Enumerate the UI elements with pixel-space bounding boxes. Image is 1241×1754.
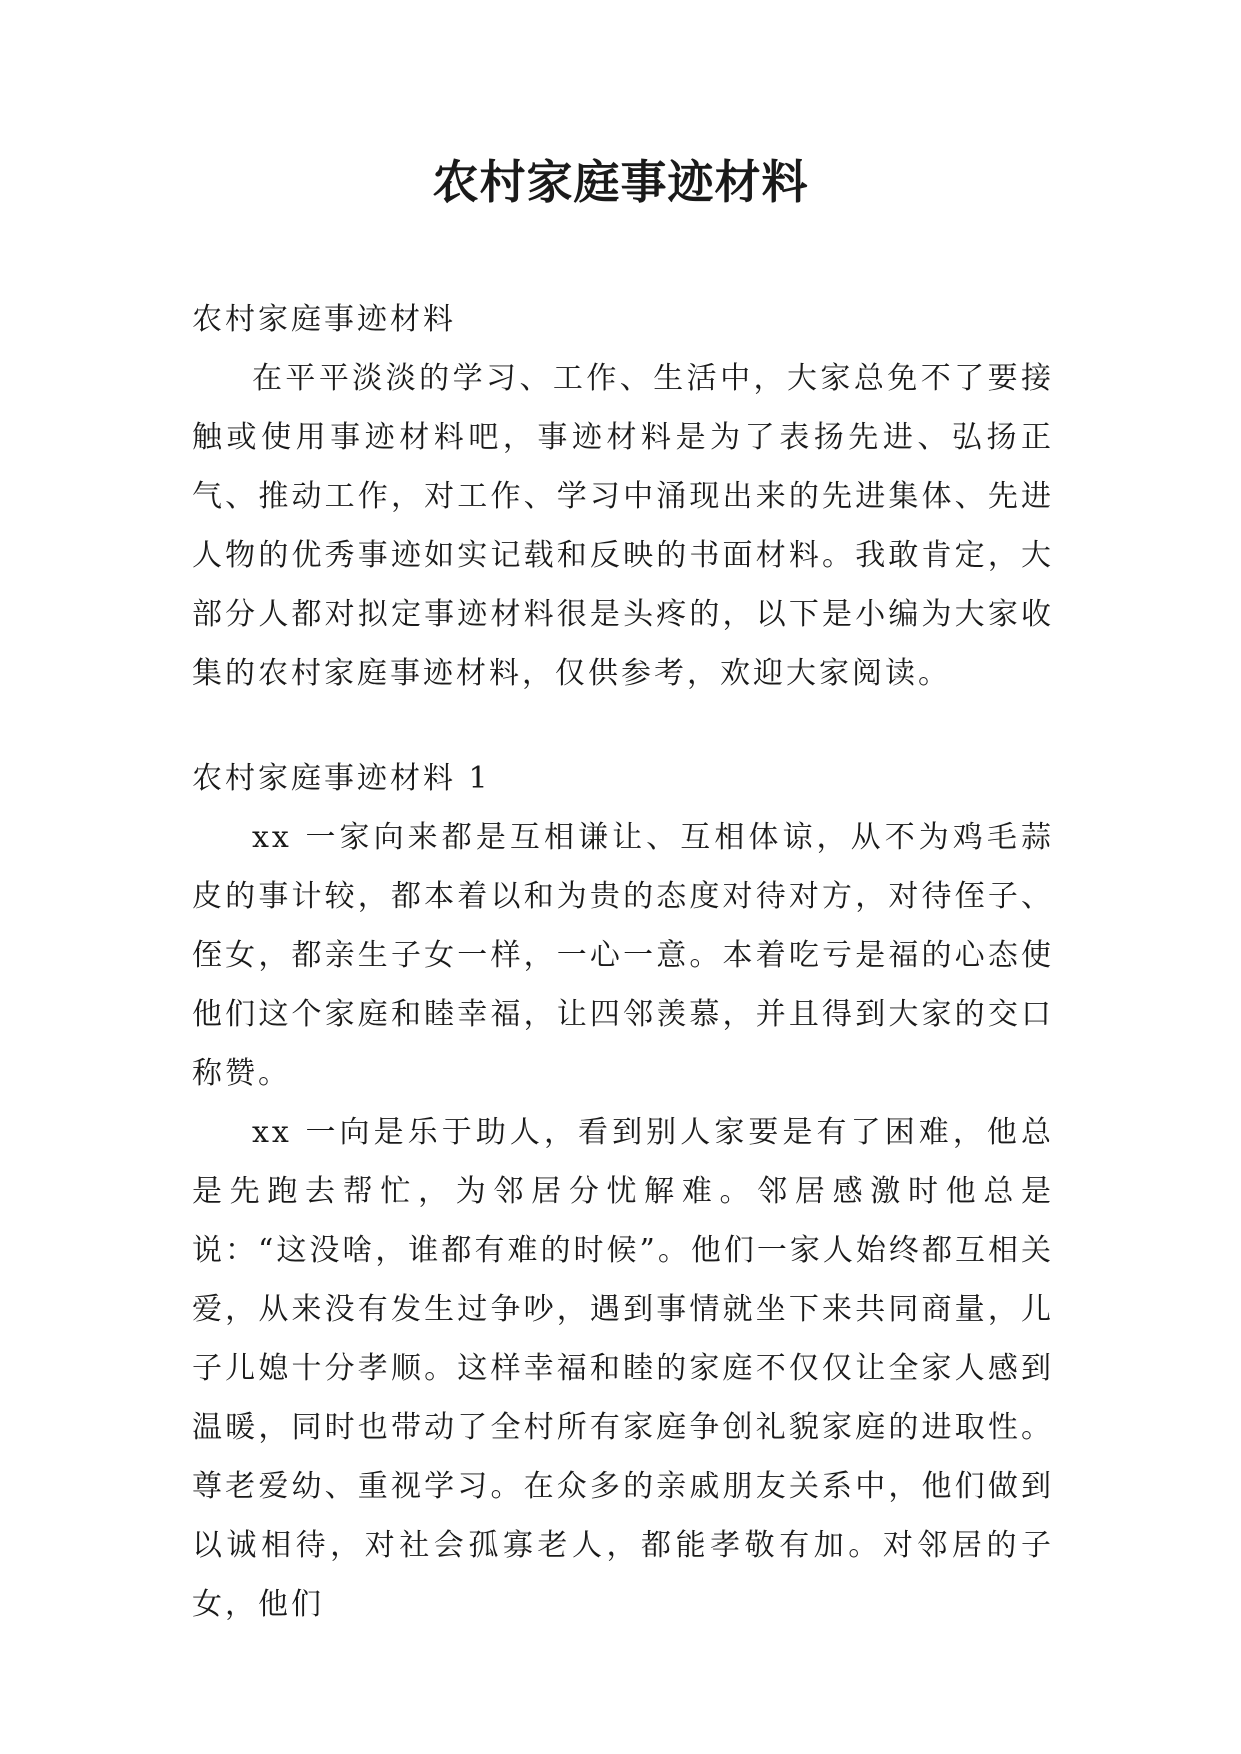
section-heading: 农村家庭事迹材料 1 (192, 761, 491, 796)
section-paragraph-2: xx 一向是乐于助人，看到别人家要是有了困难，他总是先跑去帮忙，为邻居分忧解难。邻居感激时他总是说：“这没啥，谁都有难的时候”。他们一家人始终都互相关爱，从来没有发生过争吵，遇到事情就坐下来共同商量，儿子儿媳十分孝顺。这样幸福和睦的家庭不仅仅让全家人感到温暖，同时也带动了全村所有家庭争创礼貌家庭的进取性。尊老爱幼、重视学习。在众多的亲戚朋友关系中，他们做到以诚相待，对社会孤寡老人，都能孝敬有加。对邻居的子女，他们 (192, 1115, 1054, 1622)
document-title: 农村家庭事迹材料 (432, 155, 809, 209)
intro-paragraph: 在平平淡淡的学习、工作、生活中，大家总免不了要接触或使用事迹材料吧，事迹材料是为了表扬先进、弘扬正气、推动工作，对工作、学习中涌现出来的先进集体、先进人物的优秀事迹如实记载和反映的书面材料。我敢肯定，大部分人都对拟定事迹材料很是头疼的，以下是小编为大家收集的农村家庭事迹材料，仅供参考，欢迎大家阅读。 (192, 361, 1054, 691)
document-body (192, 290, 1054, 1634)
section-spacer (192, 703, 1054, 749)
section-paragraph-1: xx 一家向来都是互相谦让、互相体谅，从不为鸡毛蒜皮的事计较，都本着以和为贵的态度对待对方，对待侄子、侄女，都亲生子女一样，一心一意。本着吃亏是福的心态使他们这个家庭和睦幸福，让四邻羡慕，并且得到大家的交口称赞。 (192, 820, 1054, 1091)
document-subtitle: 农村家庭事迹材料 (192, 302, 456, 337)
